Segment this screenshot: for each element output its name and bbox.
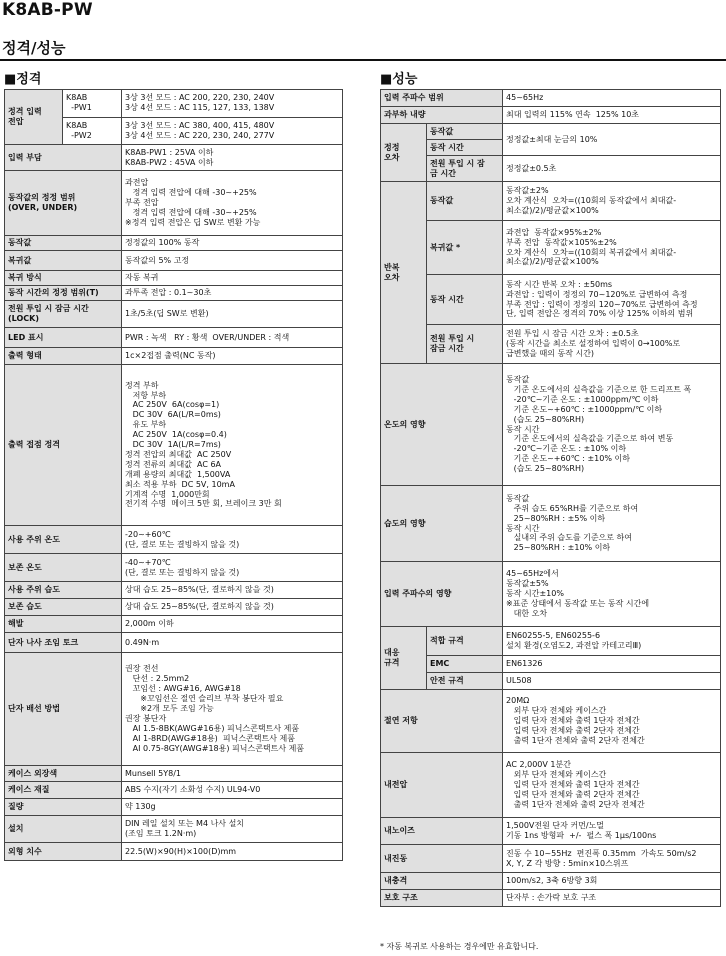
row-label: 과부하 내량: [381, 107, 503, 124]
row-label: 입력 부담: [5, 145, 122, 171]
table-row: [381, 673, 721, 690]
table-row: [5, 554, 343, 582]
table-row: [5, 348, 343, 365]
row-value: 과투족 전압 : 0.1~30초: [122, 286, 343, 301]
row-label: 보존 온도: [5, 554, 122, 582]
table-row: [5, 526, 343, 554]
row-value: 1c×2접점 출력(NC 동작): [122, 348, 343, 365]
table-row: [381, 627, 721, 656]
row-value: 단자부 : 손가락 보호 구조: [503, 890, 721, 907]
row-value: 상대 습도 25~85%(단, 결로하지 않을 것): [122, 582, 343, 599]
row-label: 설치: [5, 816, 122, 843]
title-rule: [0, 59, 726, 61]
row-label: 출력 형태: [5, 348, 122, 365]
row-value: ABS 수지(자기 소화성 수지) UL94-V0: [122, 782, 343, 799]
row-value: 정정값±0.5초: [503, 156, 721, 182]
row-sublabel: K8AB -PW2: [63, 117, 122, 145]
row-value: 권장 전선 단선 : 2.5mm2 꼬임선 : AWG#16, AWG#18 ※꼬임선은 절연 슬리브 부착 봉단자 필요 ※2개 모두 조임 가능 권장 봉단자 AI 1.5-8BK(AWG#16용) 피닉스콘택트사 제품 AI 1-8RD(AWG#18용) 피닉스콘택트사 제품 AI 0.75-8GY(AWG#18용) 피닉스콘택트사 제품: [122, 653, 343, 766]
row-value: 3상 3선 모드 : AC 200, 220, 230, 240V 3상 4선 모드 : AC 115, 127, 133, 138V: [122, 90, 343, 118]
row-value: 최대 입력의 115% 연속 125% 10초: [503, 107, 721, 124]
table-row: [381, 325, 721, 364]
row-value: 100m/s2, 3축 6방향 3회: [503, 873, 721, 890]
row-value: 2,000m 이하: [122, 616, 343, 633]
row-value: 정정값±최대 눈금의 10%: [503, 124, 721, 156]
row-value: EN61326: [503, 656, 721, 673]
table-row: [381, 90, 721, 107]
table-row: [381, 562, 721, 627]
row-label: 복귀 방식: [5, 271, 122, 286]
row-value: Munsell 5Y8/1: [122, 766, 343, 782]
row-value: -40~+70℃ (단, 결로 또는 결빙하지 않을 것): [122, 554, 343, 582]
row-sublabel: 전원 투입 시 잠 금 시간: [427, 156, 503, 182]
row-value: 동작값 주위 습도 65%RH를 기준으로 하여 25~80%RH : ±5% 이하 동작 시간 실내의 주위 습도를 기준으로 하여 25~80%RH : ±10% 이하: [503, 486, 721, 562]
row-label: 보호 구조: [381, 890, 503, 907]
table-row: [5, 171, 343, 236]
row-label: 온도의 영향: [381, 364, 503, 486]
row-label: 정정 오차: [381, 124, 427, 182]
row-sublabel: EMC: [427, 656, 503, 673]
row-value: UL508: [503, 673, 721, 690]
section-title: 정격/성능: [2, 39, 66, 57]
table-row: [5, 616, 343, 633]
row-label: 전원 투입 시 잠금 시간 (LOCK): [5, 301, 122, 328]
row-sublabel: 동작 시간: [427, 140, 503, 156]
table-row: [5, 799, 343, 816]
table-row: [381, 753, 721, 818]
row-label: 정격 입력 전압: [5, 90, 63, 145]
row-value: AC 2,000V 1분간 외부 단자 전체와 케이스간 입력 단자 전체와 출력 1단자 전체간 입력 단자 전체와 출력 2단자 전체간 출력 1단자 전체와 출력 2단자 전체간: [503, 753, 721, 818]
row-sublabel: 동작값: [427, 182, 503, 221]
row-sublabel: 전원 투입 시 잠금 시간: [427, 325, 503, 364]
row-label: 사용 주위 습도: [5, 582, 122, 599]
row-label: 케이스 외장색: [5, 766, 122, 782]
table-row: [381, 364, 721, 486]
row-value: 상대 습도 25~85%(단, 결로하지 않을 것): [122, 599, 343, 616]
row-value: 정정값의 100% 동작: [122, 236, 343, 251]
row-value: 1,500V전원 단자 커먼/노멀 기동 1ns 방형파 +/- 펄스 폭 1μs/100ns: [503, 818, 721, 845]
row-label: 복귀값: [5, 251, 122, 271]
table-row: [381, 156, 721, 182]
row-value: 3상 3선 모드 : AC 380, 400, 415, 480V 3상 4선 모드 : AC 220, 230, 240, 277V: [122, 117, 343, 145]
table-row: [381, 890, 721, 907]
table-row: [381, 818, 721, 845]
row-value: 전원 투입 시 잠금 시간 오차 : ±0.5초 (동작 시간을 최소로 설정하여 입력이 0→100%로 급변했을 때의 동작 시간): [503, 325, 721, 364]
row-value: DIN 레일 설치 또는 M4 나사 설치 (조임 토크 1.2N·m): [122, 816, 343, 843]
row-label: 사용 주위 온도: [5, 526, 122, 554]
row-label: LED 표시: [5, 328, 122, 348]
performance-heading: ■성능: [380, 72, 418, 87]
row-label: 내진동: [381, 845, 503, 873]
table-row: [381, 182, 721, 221]
row-value: 과전압 동작값×95%±2% 부족 전압 동작값×105%±2% 오차 계산식 오차=((10회의 복귀값에서 최대값- 최소값)/2)/평균값×100%: [503, 221, 721, 275]
row-label: 단자 나사 조임 토크: [5, 633, 122, 653]
table-row: [5, 599, 343, 616]
row-label: 내노이즈: [381, 818, 503, 845]
table-row: [5, 286, 343, 301]
row-label: 입력 주파수 범위: [381, 90, 503, 107]
row-label: 보존 습도: [5, 599, 122, 616]
row-value: 약 130g: [122, 799, 343, 816]
table-row: [381, 486, 721, 562]
table-row: [381, 656, 721, 673]
row-sublabel: 복귀값 *: [427, 221, 503, 275]
row-sublabel: 적합 규격: [427, 627, 503, 656]
row-label: 동작 시간의 정정 범위(T): [5, 286, 122, 301]
product-model-title: K8AB-PW: [2, 0, 93, 20]
table-row: [5, 653, 343, 766]
row-sublabel: K8AB -PW1: [63, 90, 122, 118]
row-value: EN60255-5, EN60255-6 설치 환경(오염도2, 과전압 카테고리Ⅲ): [503, 627, 721, 656]
table-row: [5, 766, 343, 782]
row-label: 외형 치수: [5, 843, 122, 861]
table-row: [381, 275, 721, 325]
table-row: [381, 221, 721, 275]
row-value: 0.49N·m: [122, 633, 343, 653]
row-label: 질량: [5, 799, 122, 816]
table-row: [381, 107, 721, 124]
row-value: 과전압 정격 입력 전압에 대해 -30~+25% 부족 전압 정격 입력 전압에 대해 -30~+25% ※정격 입력 전압은 딥 SW로 변환 가능: [122, 171, 343, 236]
row-value: 45~65Hz: [503, 90, 721, 107]
table-row: [5, 271, 343, 286]
row-value: PWR : 녹색 RY : 황색 OVER/UNDER : 적색: [122, 328, 343, 348]
row-value: 22.5(W)×90(H)×100(D)mm: [122, 843, 343, 861]
table-row: [381, 873, 721, 890]
row-value: 진동 수 10~55Hz 편진폭 0.35mm 가속도 50m/s2 X, Y, Z 각 방향 : 5min×10스위프: [503, 845, 721, 873]
footnote: * 자동 복귀로 사용하는 경우에만 유효합니다.: [380, 942, 539, 951]
table-row: [381, 690, 721, 753]
row-label: 단자 배선 방법: [5, 653, 122, 766]
row-label: 입력 주파수의 영향: [381, 562, 503, 627]
row-sublabel: 동작값: [427, 124, 503, 140]
row-label: 내전압: [381, 753, 503, 818]
row-value: 자동 복귀: [122, 271, 343, 286]
row-label: 동작값의 정정 범위 (OVER, UNDER): [5, 171, 122, 236]
table-row: [5, 328, 343, 348]
row-value: 45~65Hz에서 동작값±5% 동작 시간±10% ※표준 상태에서 동작값 또는 동작 시간에 대한 오차: [503, 562, 721, 627]
table-row: [5, 582, 343, 599]
row-value: 동작값의 5% 고정: [122, 251, 343, 271]
row-label: 동작값: [5, 236, 122, 251]
table-row: [5, 633, 343, 653]
table-row: [5, 301, 343, 328]
row-label: 출력 접점 정격: [5, 365, 122, 526]
row-value: -20~+60℃ (단, 결로 또는 결빙하지 않을 것): [122, 526, 343, 554]
table-row: [5, 90, 343, 118]
row-value: 1초/5초(딥 SW로 변환): [122, 301, 343, 328]
table-row: [5, 782, 343, 799]
table-row: [5, 236, 343, 251]
table-row: [5, 365, 343, 526]
row-value: 20MΩ 외부 단자 전체와 케이스간 입력 단자 전체와 출력 1단자 전체간 입력 단자 전체와 출력 2단자 전체간 출력 1단자 전체와 출력 2단자 전체간: [503, 690, 721, 753]
table-row: [5, 251, 343, 271]
row-value: 동작값±2% 오차 계산식 오차=((10회의 동작값에서 최대값- 최소값)/2)/평균값×100%: [503, 182, 721, 221]
row-label: 내충격: [381, 873, 503, 890]
performance-table: [380, 89, 721, 907]
table-row: [5, 816, 343, 843]
row-label: 반복 오차: [381, 182, 427, 364]
table-row: [5, 843, 343, 861]
row-sublabel: 안전 규격: [427, 673, 503, 690]
row-label: 케이스 재질: [5, 782, 122, 799]
row-value: 동작 시간 반복 오차 : ±50ms 과전압 : 입력이 정정의 70~120%로 급변하여 측정 부족 전압 : 입력이 정정의 120~70%로 급변하여 측정 단, 입력 전압은 정격의 70% 이상 125% 이하의 범위: [503, 275, 721, 325]
row-label: 대응 규격: [381, 627, 427, 690]
rating-table: [4, 89, 343, 861]
row-sublabel: 동작 시간: [427, 275, 503, 325]
row-label: 습도의 영향: [381, 486, 503, 562]
row-label: 해발: [5, 616, 122, 633]
table-row: [381, 845, 721, 873]
row-value: 정격 부하 저항 부하 AC 250V 6A(cosφ=1) DC 30V 6A(L/R=0ms) 유도 부하 AC 250V 1A(cosφ=0.4) DC 30V 1A(L/R=7ms) 정격 전압의 최대값 AC 250V 정격 전류의 최대값 AC 6A 개폐 용량의 최대값 1,500VA 최소 적용 부하 DC 5V, 10mA 기계적 수명 1,000만회 전기적 수명 메이크 5만 회, 브레이크 3만 회: [122, 365, 343, 526]
row-label: 절연 저항: [381, 690, 503, 753]
row-value: K8AB-PW1 : 25VA 이하 K8AB-PW2 : 45VA 이하: [122, 145, 343, 171]
table-row: [5, 145, 343, 171]
table-row: [381, 124, 721, 140]
row-value: 동작값 기준 온도에서의 실측값을 기준으로 한 드리프트 폭 -20℃~기준 온도 : ±1000ppm/℃ 이하 기준 온도~+60℃ : ±1000ppm/℃ 이하 (습도 25~80%RH) 동작 시간 기준 온도에서의 실측값을 기준으로 하여 변동 -20℃~기준 온도 : ±10% 이하 기준 온도~+60℃ : ±10% 이하 (습도 25~80%RH): [503, 364, 721, 486]
rating-heading: ■정격: [4, 72, 42, 87]
